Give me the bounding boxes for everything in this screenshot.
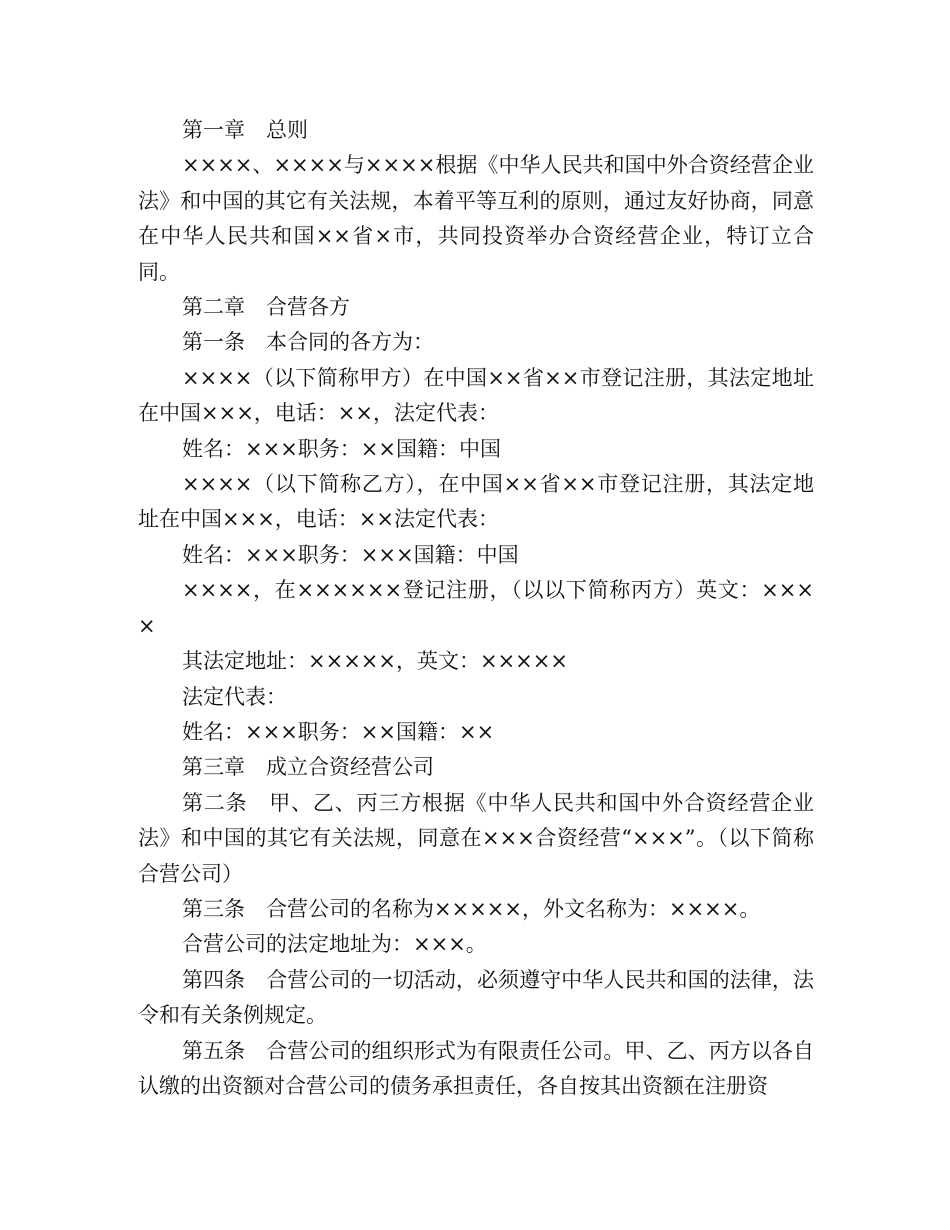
party-b-representative: 姓名：×××职务：×××国籍：中国 [182, 542, 519, 567]
party-b-paragraph: ××××（以下简称乙方），在中国××省××市登记注册，其法定地址在中国×××，电话：××法定代表： [138, 472, 814, 532]
article-2-paragraph: 第二条 甲、乙、丙三方根据《中华人民共和国中外合资经营企业法》和中国的其它有关法规，同意在×××合资经营“×××”。（以下简称合营公司） [138, 790, 814, 886]
article-3-paragraph: 第三条 合营公司的名称为×××××，外文名称为：××××。 [182, 896, 761, 921]
party-c-paragraph: ××××，在××××××登记注册，（以以下简称丙方）英文：×××× [138, 578, 814, 638]
company-address-paragraph: 合营公司的法定地址为：×××。 [182, 932, 487, 957]
article-5-paragraph: 第五条 合营公司的组织形式为有限责任公司。甲、乙、丙方以各自认缴的出资额对合营公司的债务承担责任，各自按其出资额在注册资 [138, 1038, 814, 1098]
party-c-representative: 姓名：×××职务：××国籍：×× [182, 719, 495, 744]
contract-page [138, 113, 814, 1104]
party-c-address: 其法定地址：×××××，英文：××××× [182, 649, 568, 674]
chapter-2-heading: 第二章 合营各方 [182, 295, 350, 320]
party-a-paragraph: ××××（以下简称甲方）在中国××省××市登记注册，其法定地址在中国×××，电话：××，法定代表： [138, 365, 814, 426]
party-c-representative-label: 法定代表： [182, 684, 287, 709]
chapter-1-heading: 第一章 总则 [182, 118, 308, 142]
preamble-paragraph: ××××、××××与××××根据《中华人民共和国中外合资经营企业法》和中国的其它有关法规，本着平等互利的原则，通过友好协商，同意在中华人民共和国××省×市，共同投资举办合资经营企业，特订立合同。 [138, 153, 814, 284]
chapter-3-heading: 第三章 成立合资经营公司 [182, 755, 434, 780]
article-4-paragraph: 第四条 合营公司的一切活动，必须遵守中华人民共和国的法律，法令和有关条例规定。 [138, 967, 814, 1028]
party-a-representative: 姓名：×××职务：××国籍：中国 [182, 436, 501, 461]
article-1-heading: 第一条 本合同的各方为： [182, 330, 434, 355]
